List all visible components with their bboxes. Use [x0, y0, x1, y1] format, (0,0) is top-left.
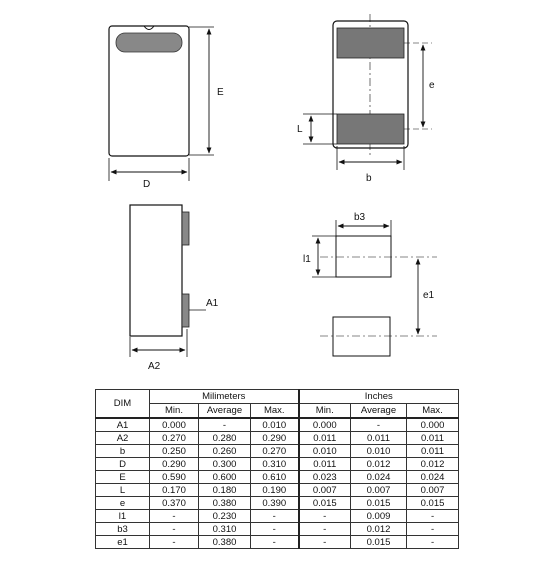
- terminal-bottom: [182, 294, 189, 327]
- value-cell: -: [299, 510, 351, 523]
- value-cell: 0.023: [299, 471, 351, 484]
- value-cell: -: [407, 523, 459, 536]
- package-body: [130, 205, 182, 336]
- dim-label-L: L: [297, 124, 303, 135]
- table-row: [96, 536, 459, 549]
- value-cell: 0.024: [351, 471, 407, 484]
- dim-cell: e: [96, 497, 150, 510]
- subheader-cell: Average: [351, 404, 407, 419]
- dim-label-l1: l1: [303, 254, 311, 265]
- value-cell: -: [299, 523, 351, 536]
- dim-label-b3: b3: [354, 212, 366, 223]
- value-cell: -: [251, 536, 299, 549]
- value-cell: 0.015: [407, 497, 459, 510]
- table-row: [96, 471, 459, 484]
- value-cell: 0.000: [407, 418, 459, 432]
- value-cell: 0.170: [150, 484, 199, 497]
- value-cell: 0.011: [407, 445, 459, 458]
- value-cell: 0.180: [199, 484, 251, 497]
- dim-cell: A1: [96, 418, 150, 432]
- value-cell: 0.250: [150, 445, 199, 458]
- side-view: [130, 205, 219, 372]
- land-pattern: [303, 212, 437, 356]
- dim-label-A2: A2: [148, 361, 161, 372]
- dim-label-D: D: [143, 179, 151, 190]
- value-cell: 0.009: [351, 510, 407, 523]
- value-cell: 0.270: [251, 445, 299, 458]
- value-cell: 0.310: [199, 523, 251, 536]
- dim-cell: L: [96, 484, 150, 497]
- value-cell: 0.390: [251, 497, 299, 510]
- value-cell: -: [407, 536, 459, 549]
- table-body: [96, 418, 459, 549]
- value-cell: 0.011: [407, 432, 459, 445]
- value-cell: 0.190: [251, 484, 299, 497]
- terminal-top: [182, 212, 189, 245]
- value-cell: 0.015: [299, 497, 351, 510]
- value-cell: -: [299, 536, 351, 549]
- value-cell: 0.012: [407, 458, 459, 471]
- table-row: [96, 458, 459, 471]
- table-row: [96, 445, 459, 458]
- dim-cell: l1: [96, 510, 150, 523]
- group-header-millimeters: Milimeters: [150, 390, 299, 404]
- value-cell: 0.600: [199, 471, 251, 484]
- value-cell: 0.010: [351, 445, 407, 458]
- value-cell: 0.007: [299, 484, 351, 497]
- value-cell: 0.300: [199, 458, 251, 471]
- value-cell: 0.010: [299, 445, 351, 458]
- value-cell: 0.012: [351, 458, 407, 471]
- dim-label-A1: A1: [206, 298, 219, 309]
- value-cell: 0.015: [351, 497, 407, 510]
- value-cell: -: [251, 523, 299, 536]
- table-subheader-row: [96, 404, 459, 419]
- top-view: [109, 26, 224, 190]
- dim-label-E: E: [217, 87, 224, 98]
- subheader-cell: Min.: [299, 404, 351, 419]
- land-pad-top: [336, 236, 391, 277]
- group-header-inches: Inches: [299, 390, 459, 404]
- subheader-cell: Min.: [150, 404, 199, 419]
- dim-cell: b: [96, 445, 150, 458]
- value-cell: -: [150, 510, 199, 523]
- value-cell: 0.011: [299, 458, 351, 471]
- dim-cell: D: [96, 458, 150, 471]
- value-cell: 0.370: [150, 497, 199, 510]
- pad-marking: [116, 33, 182, 52]
- table-row: [96, 418, 459, 432]
- value-cell: 0.260: [199, 445, 251, 458]
- value-cell: -: [407, 510, 459, 523]
- value-cell: 0.280: [199, 432, 251, 445]
- value-cell: 0.010: [251, 418, 299, 432]
- table-row: [96, 484, 459, 497]
- table-row: [96, 523, 459, 536]
- value-cell: -: [251, 510, 299, 523]
- dim-label-e1: e1: [423, 290, 435, 301]
- value-cell: 0.024: [407, 471, 459, 484]
- table-header-row: [96, 390, 459, 404]
- bottom-view: [297, 14, 435, 184]
- dim-cell: e1: [96, 536, 150, 549]
- value-cell: -: [150, 536, 199, 549]
- dim-cell: A2: [96, 432, 150, 445]
- dim-cell: E: [96, 471, 150, 484]
- value-cell: 0.380: [199, 497, 251, 510]
- value-cell: 0.590: [150, 471, 199, 484]
- dim-column-header: DIM: [96, 390, 150, 419]
- table-row: [96, 432, 459, 445]
- value-cell: 0.380: [199, 536, 251, 549]
- dim-label-e: e: [429, 80, 435, 91]
- subheader-cell: Max.: [251, 404, 299, 419]
- dim-cell: b3: [96, 523, 150, 536]
- value-cell: 0.000: [299, 418, 351, 432]
- subheader-cell: Max.: [407, 404, 459, 419]
- value-cell: 0.015: [351, 536, 407, 549]
- value-cell: -: [351, 418, 407, 432]
- land-pad-bottom: [333, 317, 390, 356]
- dim-label-b: b: [366, 173, 372, 184]
- value-cell: 0.011: [351, 432, 407, 445]
- value-cell: 0.007: [351, 484, 407, 497]
- value-cell: 0.290: [251, 432, 299, 445]
- value-cell: 0.290: [150, 458, 199, 471]
- value-cell: 0.012: [351, 523, 407, 536]
- terminal-pad-bottom: [337, 114, 404, 144]
- value-cell: 0.610: [251, 471, 299, 484]
- table-row: [96, 497, 459, 510]
- subheader-cell: Average: [199, 404, 251, 419]
- value-cell: 0.270: [150, 432, 199, 445]
- table-row: [96, 510, 459, 523]
- value-cell: -: [150, 523, 199, 536]
- value-cell: 0.007: [407, 484, 459, 497]
- value-cell: 0.011: [299, 432, 351, 445]
- dimension-table: [95, 389, 459, 549]
- value-cell: 0.230: [199, 510, 251, 523]
- value-cell: 0.000: [150, 418, 199, 432]
- value-cell: -: [199, 418, 251, 432]
- value-cell: 0.310: [251, 458, 299, 471]
- terminal-pad-top: [337, 28, 404, 58]
